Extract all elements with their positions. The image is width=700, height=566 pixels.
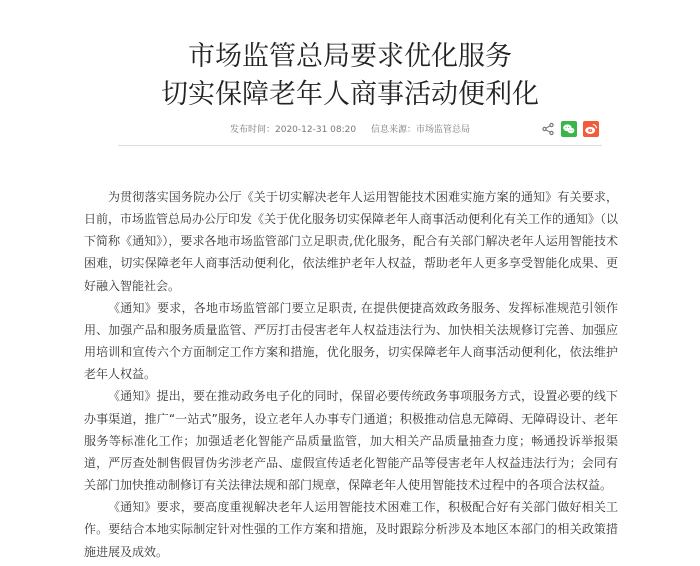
share-bar (541, 119, 605, 139)
weibo-icon (583, 121, 599, 137)
article-body (84, 186, 618, 563)
info-source: 信息来源：市场监管总局 (370, 125, 470, 135)
article-paragraph-4: 《通知》要求，要高度重视解决老年人运用智能技术困难工作，积极配合好有关部门做好相关工作。要结合本地实际制定针对性强的工作方案和措施，及时跟踪分析涉及本地区本部门的相关政策措施进展及成效。 (84, 500, 618, 559)
article-title (0, 38, 700, 114)
publish-time: 发布时间：2020-12-31 08:20 (230, 125, 357, 135)
article-paragraph-3: 《通知》提出，要在推动政务电子化的同时，保留必要传统政务事项服务方式，设置必要的线下办事渠道，推广“一站式”服务，设立老年人办事专门通道；积极推动信息无障碍、无障碍设计、老年服务等标准化工作；加强适老化智能产品质量监管，加大相关产品质量抽查力度；畅通投诉举报渠道，严厉查处制售假冒伪劣涉老产品、虚假宣传适老化智能产品等侵害老年人权益违法行为；会同有关部门加快推动制修订有关法律法规和部门规章，保障老年人使用智能技术过程中的各项合法权益。 (84, 389, 619, 493)
article-title-line-2: 切实保障老年人商事活动便利化 (161, 79, 539, 110)
article-title-line-1: 市场监管总局要求优化服务 (188, 41, 512, 72)
meta-divider (118, 145, 602, 146)
weibo-share-button[interactable] (583, 121, 599, 137)
article-paragraph-1: 为贯彻落实国务院办公厅《关于切实解决老年人运用智能技术困难实施方案的通知》有关要求，日前，市场监管总局办公厅印发《关于优化服务切实保障老年人商事活动便利化有关工作的通知》（以下简称《通知》），要求各地市场监管部门立足职责,优化服务，配合有关部门解决老年人运用智能技术困难，切实保障老年人商事活动便利化，依法维护老年人权益，帮助老年人更多享受智能化成果、更好融入智能社会。 (84, 190, 619, 293)
wechat-icon (561, 121, 577, 137)
wechat-share-button[interactable] (561, 121, 577, 137)
share-icon[interactable] (541, 122, 555, 136)
article-paragraph-2: 《通知》要求，各地市场监管部门要立足职责, 在提供便捷高效政务服务、发挥标准规范引领作用、加强产品和服务质量监管、严厉打击侵害老年人权益违法行为、加快相关法规修订完善、加强应用培训和宣传六个方面制定工作方案和措施，优化服务，切实保障老年人商事活动便利化，依法维护老年人权益。 (84, 300, 618, 382)
